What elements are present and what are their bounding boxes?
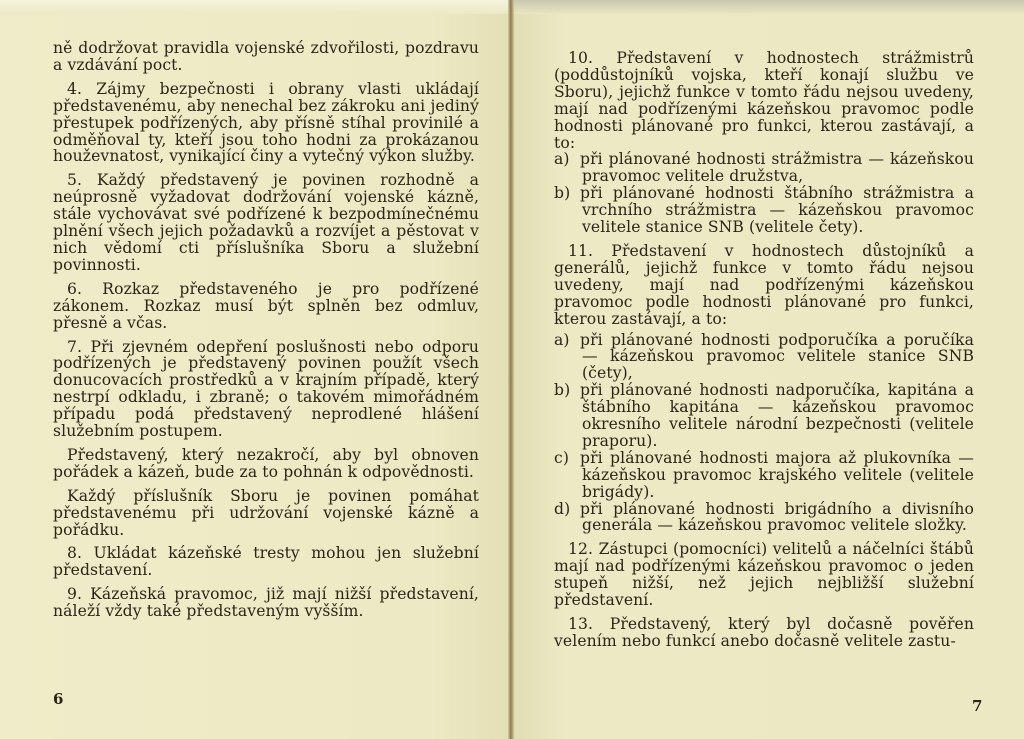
left-page <box>0 0 508 739</box>
paragraph-12: 12. Zástupci (pomocníci) velitelů a náčelníci štábů mají nad podřízenými kázeňskou pravomoc o jeden stupeň nižší, než jejich nejbližší služební představení. <box>554 540 974 610</box>
paragraph-8: 8. Ukládat kázeňské tresty mohou jen služební představení. <box>53 544 479 580</box>
paragraph-11-item-d: d) při plánované hodnosti brigádního a divisního generála — kázeňskou pravomoc velitele složky. <box>554 499 974 535</box>
right-page-text <box>554 50 974 657</box>
paragraph-10-item-a: a) při plánované hodnosti strážmistra — kázeňskou pravomoc velitele družstva, <box>554 150 974 186</box>
paragraph-11-item-b: b) při plánované hodnosti nadporučíka, kapitána a štábního kapitána — kázeňskou pravomoc okresního velitele národní bezpečnosti (velitele praporu). <box>554 381 974 450</box>
left-page-text <box>53 40 479 627</box>
paragraph-11-item-a: a) při plánované hodnosti podporučíka a poručíka — kázeňskou pravomoc velitele stanice SNB (čety), <box>554 330 974 383</box>
page-top-edge <box>514 0 1024 14</box>
paragraph-7: 7. Při zjevném odepření poslušnosti nebo odporu podřízených je představený povinen použít všech donucovacích prostředků a v krajním případě, který nestrpí odkladu, i zbraně; o takovém mimořádném případu podá představený neprodlené hlášení služebním postupem. <box>53 337 479 441</box>
paragraph-7-assist: Každý příslušník Sboru je povinen pomáhat představenému při udržování vojenské kázně a pořádku. <box>53 486 479 539</box>
paragraph-5: 5. Každý představený je povinen rozhodně a neúprosně vyžadovat dodržování vojenské kázně, stále vychovávat své podřízené k bezpodmínečnému plnění všech jejich požadavků a rozvíjet a pěstovat v nich vědomí cti příslušníka Sboru a služební povinnosti. <box>53 171 479 274</box>
page-number-right: 7 <box>972 697 983 715</box>
paragraph-7-accountability: Představený, který nezakročí, aby byl obnoven pořádek a kázeň, bude za to pohnán k odpovědnosti. <box>53 445 479 481</box>
paragraph-11: 11. Představení v hodnostech důstojníků a generálů, jejichž funkce v tomto řádu nejsou uvedeny, mají nad podřízenými kázeňskou pravomoc podle hodnosti plánované pro funkci, kterou zastávají, a to: <box>554 241 974 328</box>
right-page <box>514 0 1024 739</box>
paragraph-11-item-c: c) při plánované hodnosti majora až plukovníka — kázeňskou pravomoc krajského velitele (velitele brigády). <box>554 448 974 501</box>
paragraph-13: 13. Představený, který byl dočasně pověřen velením nebo funkcí anebo dočasně velitele zastu- <box>554 615 974 650</box>
page-number-left: 6 <box>53 690 64 708</box>
paragraph-10-item-b: b) při plánované hodnosti štábního strážmistra a vrchního strážmistra — kázeňskou pravomoc velitele stanice SNB (velitele čety). <box>554 184 974 237</box>
paragraph-4: 4. Zájmy bezpečnosti i obrany vlasti ukládají představenému, aby nenechal bez zákroku ani jediný přestupek podřízených, aby přísně stíhal provinilé a odměňoval ty, kteří jsou toho hodni za prokázanou houževnatost, vynikající činy a vytečný výkon služby. <box>53 79 479 166</box>
paragraph-10: 10. Představení v hodnostech strážmistrů (poddůstojníků vojska, kteří konají službu ve Sboru), jejichž funkce v tomto řádu nejsou uvedeny, mají nad podřízenými kázeňskou pravomoc podle hodnosti plánované pro funkci, kterou zastávají, a to: <box>554 49 974 152</box>
paragraph-continuation: ně dodržovat pravidla vojenské zdvořilosti, pozdravu a vzdávání poct. <box>53 39 479 74</box>
paragraph-9: 9. Kázeňská pravomoc, již mají nižší představení, náleží vždy také představeným vyšším. <box>53 585 479 621</box>
paragraph-6: 6. Rozkaz představeného je pro podřízené zákonem. Rozkaz musí být splněn bez odmluv, přesně a včas. <box>53 279 479 332</box>
page-top-edge <box>0 0 508 14</box>
